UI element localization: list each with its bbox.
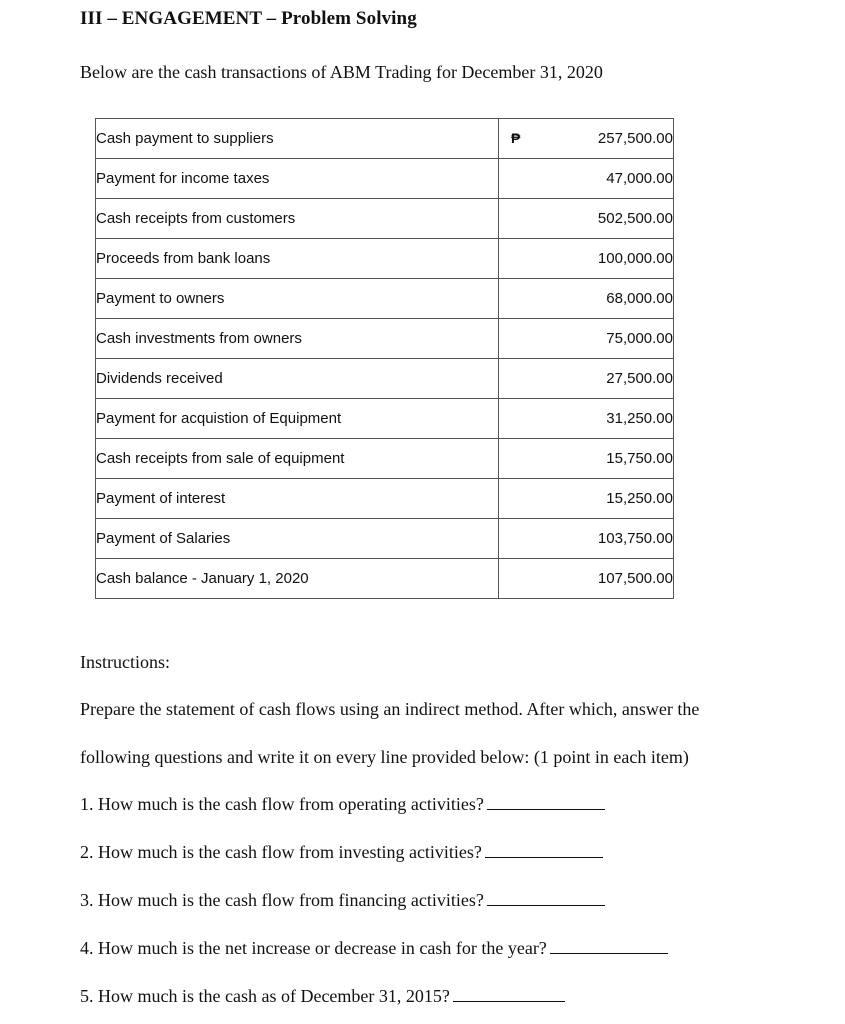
table-row [96,519,674,559]
transaction-amount-cell [499,119,674,159]
transaction-label: Payment of Salaries [96,519,499,559]
peso-symbol: ₱ [511,129,521,146]
transaction-label: Cash receipts from customers [96,199,499,239]
table-row [96,199,674,239]
transaction-amount: 502,500.00 [499,199,674,239]
intro-text: Below are the cash transactions of ABM Trading for December 31, 2020 [80,62,603,82]
transaction-amount: 47,000.00 [499,159,674,199]
instructions-line-2: following questions and write it on every line provided below: (1 point in each item) [80,747,689,767]
table-row [96,439,674,479]
table-row [96,159,674,199]
transaction-amount: 257,500.00 [597,130,673,147]
question-3 [80,890,605,911]
table-row [96,279,674,319]
section-heading: III – ENGAGEMENT – Problem Solving [80,8,417,29]
answer-line[interactable] [453,987,565,1002]
question-text: 4. How much is the net increase or decrease in cash for the year? [80,938,547,958]
question-text: 2. How much is the cash flow from investing activities? [80,842,482,862]
table-row [96,399,674,439]
instructions-line-1: Prepare the statement of cash flows using an indirect method. After which, answer the [80,699,700,719]
transaction-label: Payment for acquistion of Equipment [96,399,499,439]
transaction-label: Cash receipts from sale of equipment [96,439,499,479]
transaction-label: Cash balance - January 1, 2020 [96,559,499,599]
table-row [96,479,674,519]
answer-line[interactable] [487,891,605,906]
table-row [96,559,674,599]
question-1 [80,794,605,815]
transaction-label: Payment of interest [96,479,499,519]
table-row [96,239,674,279]
transaction-label: Cash payment to suppliers [96,119,499,159]
answer-line[interactable] [550,939,668,954]
question-text: 3. How much is the cash flow from financing activities? [80,890,484,910]
transaction-amount: 103,750.00 [499,519,674,559]
transactions-table [95,118,674,599]
answer-line[interactable] [485,843,603,858]
transaction-label: Payment to owners [96,279,499,319]
transaction-label: Dividends received [96,359,499,399]
transaction-amount: 15,750.00 [499,439,674,479]
transaction-amount: 27,500.00 [499,359,674,399]
transaction-amount: 100,000.00 [499,239,674,279]
transaction-amount: 31,250.00 [499,399,674,439]
transaction-label: Proceeds from bank loans [96,239,499,279]
question-2 [80,842,603,863]
question-4 [80,938,668,959]
instructions-title: Instructions: [80,652,170,672]
transaction-amount: 107,500.00 [499,559,674,599]
table-row [96,359,674,399]
transaction-label: Cash investments from owners [96,319,499,359]
transaction-amount: 68,000.00 [499,279,674,319]
question-5 [80,986,565,1007]
transaction-amount: 15,250.00 [499,479,674,519]
transaction-amount: 75,000.00 [499,319,674,359]
answer-line[interactable] [487,795,605,810]
table-row [96,319,674,359]
question-text: 5. How much is the cash as of December 31, 2015? [80,986,450,1006]
transaction-label: Payment for income taxes [96,159,499,199]
table-row [96,119,674,159]
question-text: 1. How much is the cash flow from operating activities? [80,794,484,814]
